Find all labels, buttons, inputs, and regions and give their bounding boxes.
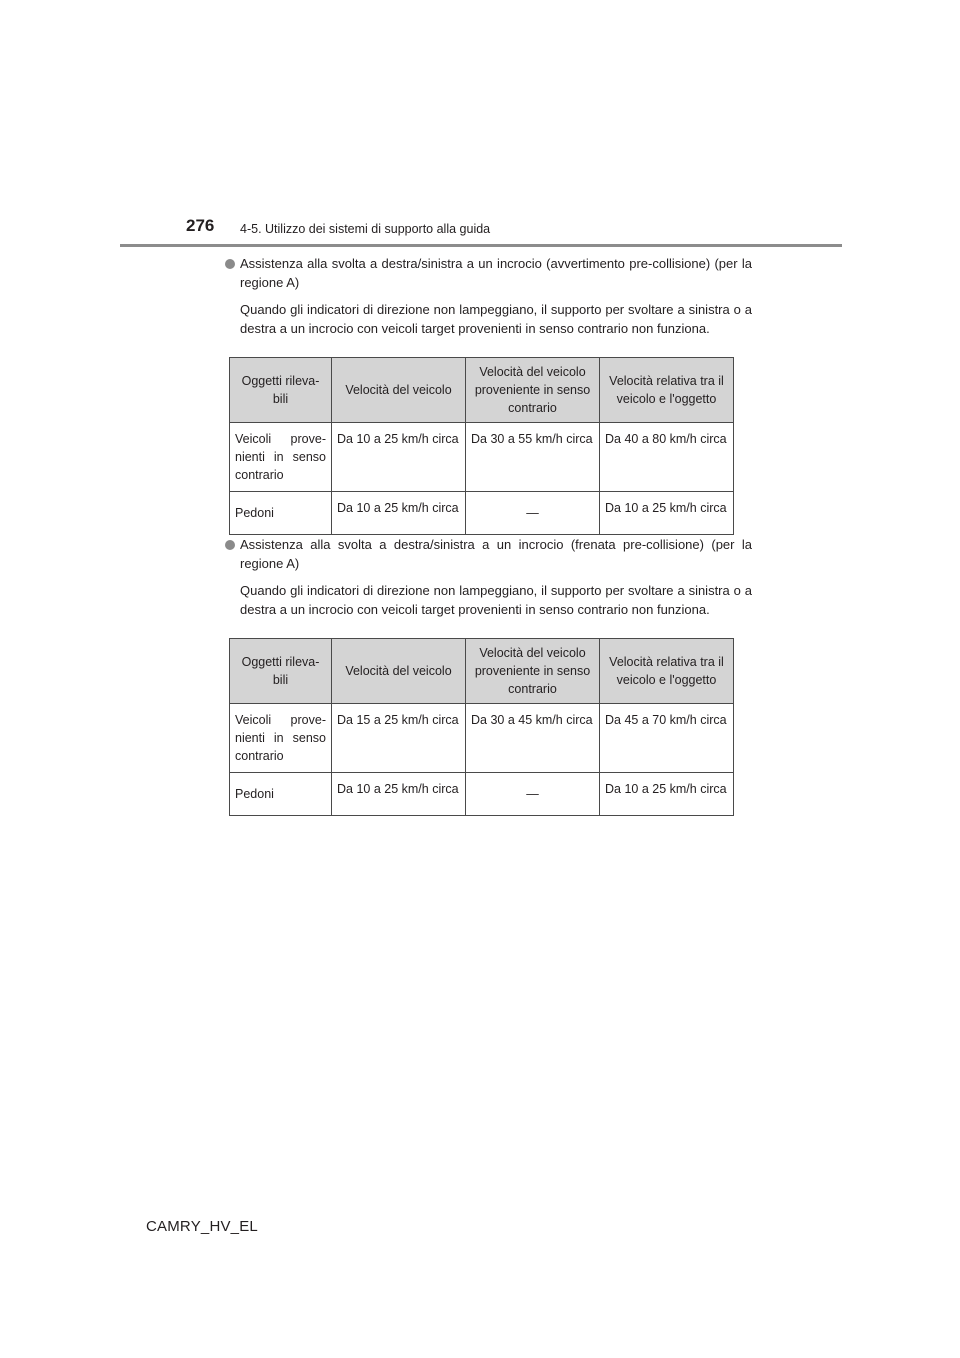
page-number: 276 bbox=[186, 216, 215, 235]
table-cell: Da 30 a 45 km/h circa bbox=[466, 704, 600, 773]
bullet-dot-icon bbox=[225, 540, 235, 550]
table-cell: Veicoli prove-nienti in senso contrario bbox=[230, 423, 332, 492]
table-cell: Da 10 a 25 km/h circa bbox=[332, 423, 466, 492]
table-header-row bbox=[230, 639, 734, 704]
table-header-cell: Velocità del veicolo bbox=[332, 358, 466, 423]
bullet-title-text: Assistenza alla svolta a destra/sinistra a un incrocio (frenata pre-collisione) (per la regione A) bbox=[240, 537, 752, 571]
table-row bbox=[230, 704, 734, 773]
bullet-title bbox=[222, 535, 752, 573]
bullet-paragraph: Quando gli indicatori di direzione non lampeggiano, il supporto per svoltare a sinistra o a destra a un incrocio con veicoli target provenienti in senso contrario non funziona. bbox=[240, 302, 752, 336]
table-cell: Veicoli prove-nienti in senso contrario bbox=[230, 704, 332, 773]
footer-model-code: CAMRY_HV_EL bbox=[146, 1218, 258, 1235]
table-cell: Da 30 a 55 km/h circa bbox=[466, 423, 600, 492]
table-row bbox=[230, 492, 734, 535]
table-cell: Da 10 a 25 km/h circa bbox=[332, 773, 466, 816]
table-header-cell: Velocità relativa tra il veicolo e l'oggetto bbox=[600, 639, 734, 704]
section-title: 4-5. Utilizzo dei sistemi di supporto alla guida bbox=[240, 222, 491, 236]
spec-table-braking bbox=[229, 638, 734, 816]
table-cell: Da 45 a 70 km/h circa bbox=[600, 704, 734, 773]
bullet-block-warning bbox=[222, 254, 752, 338]
table-cell: Pedoni bbox=[230, 492, 332, 535]
bullet-paragraph: Quando gli indicatori di direzione non lampeggiano, il supporto per svoltare a sinistra o a destra a un incrocio con veicoli target provenienti in senso contrario non funziona. bbox=[240, 583, 752, 617]
bullet-title bbox=[222, 254, 752, 292]
table-row bbox=[230, 423, 734, 492]
table-header-cell: Velocità del veicolo bbox=[332, 639, 466, 704]
table-cell: Pedoni bbox=[230, 773, 332, 816]
table-cell: Da 10 a 25 km/h circa bbox=[600, 773, 734, 816]
table-header-cell: Velocità del veicolo proveniente in senso contrario bbox=[466, 358, 600, 423]
header-rule bbox=[120, 244, 842, 247]
table-header-cell: Velocità relativa tra il veicolo e l'oggetto bbox=[600, 358, 734, 423]
spec-table-warning bbox=[229, 357, 734, 535]
table-cell: — bbox=[466, 492, 600, 535]
table-row bbox=[230, 773, 734, 816]
table-header-row bbox=[230, 358, 734, 423]
table-header-cell: Oggetti rileva-bili bbox=[230, 358, 332, 423]
bullet-block-braking bbox=[222, 535, 752, 619]
table-cell: Da 10 a 25 km/h circa bbox=[600, 492, 734, 535]
table-header-cell: Oggetti rileva-bili bbox=[230, 639, 332, 704]
table-cell: Da 40 a 80 km/h circa bbox=[600, 423, 734, 492]
bullet-title-text: Assistenza alla svolta a destra/sinistra a un incrocio (avvertimento pre-collisione) (per la regione A) bbox=[240, 256, 752, 290]
table-cell: Da 15 a 25 km/h circa bbox=[332, 704, 466, 773]
bullet-dot-icon bbox=[225, 259, 235, 269]
table-cell: Da 10 a 25 km/h circa bbox=[332, 492, 466, 535]
table-cell: — bbox=[466, 773, 600, 816]
table-header-cell: Velocità del veicolo proveniente in senso contrario bbox=[466, 639, 600, 704]
